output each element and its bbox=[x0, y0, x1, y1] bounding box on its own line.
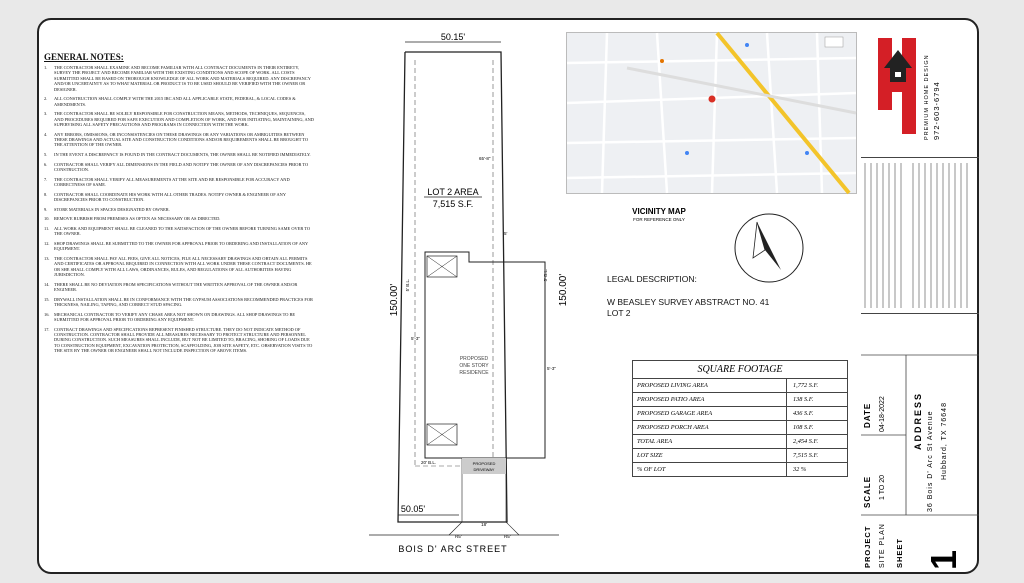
radius-right: R5' bbox=[504, 534, 511, 539]
side-gap-top: 5' bbox=[504, 231, 508, 236]
note-number: 8. bbox=[44, 191, 48, 197]
front-bl: 20' B.L. bbox=[421, 460, 437, 465]
street-name: BOIS D' ARC STREET bbox=[398, 544, 508, 554]
note-item bbox=[44, 226, 314, 237]
notes-list bbox=[44, 65, 314, 354]
note-item bbox=[44, 216, 314, 221]
sheet-number: 1 bbox=[923, 549, 964, 570]
sqft-row bbox=[633, 393, 847, 407]
note-item bbox=[44, 207, 314, 212]
note-text: THE CONTRACTOR SHALL BE SOLELY RESPONSIBLE FOR CONSTRUCTION MEANS, METHODS, TECHNIQUES, SEQUENCES, AND PROCEDURES REQUIRED FOR SAFE EXECUTION AND COMPLETION OF WORK, AND FOR INITIATING, MAINTAINING, AND SUPERVISING ALL SAFETY PRECAUTIONS AND PROGRAMS IN CONNECTION WITH THE WORK. bbox=[54, 111, 314, 128]
title-block bbox=[861, 350, 979, 572]
driveway-label-1: PROPOSED bbox=[472, 461, 496, 466]
residence-label-1: PROPOSED bbox=[459, 356, 489, 362]
note-text: CONTRACT DRAWINGS AND SPECIFICATIONS REPRESENT FINISHED STRUCTURE. THEY DO NOT INDICATE METHOD OF CONSTRUCTION. CONTRACTOR SHALL PROVIDE ALL MEASURES NECESSARY TO PROTECT STRUCTURE AND PERSONNEL DURING CONSTRUCTION. SUCH MEASURES SHALL INCLUDE, BUT NOT BE LIMITED TO, BRACING, SHORING OF LOADS DUE TO CONSTRUCTION EQUIPMENT, EXCAVATION PROTECTION, SCAFFOLDING, JOB SITE SAFETY, ETC. OBSERVATION VISITS TO THE SITE BY THE OWNER OR ENGINEER SHALL NOT INCLUDE INSPECTION OF ABOVE ITEMS. bbox=[54, 326, 313, 354]
note-item bbox=[44, 327, 314, 354]
sqft-label: PROPOSED PATIO AREA bbox=[633, 393, 787, 406]
sqft-label: % OF LOT bbox=[633, 463, 787, 476]
vicinity-map-subtitle: FOR REFERENCE ONLY bbox=[633, 217, 685, 222]
note-number: 7. bbox=[44, 176, 48, 182]
sqft-value: 108 S.F. bbox=[793, 424, 814, 431]
note-text: THE CONTRACTOR SHALL VERIFY ALL MEASUREMENTS AT THE SITE AND BE RESPONSIBLE FOR ACCURACY AND CORRECTNESS OF SAME. bbox=[54, 176, 290, 188]
sqft-row bbox=[633, 407, 847, 421]
note-text: DRYWALL INSTALLATION SHALL BE IN CONFORMANCE WITH THE GYPSUM ASSOCIATIONS RECOMMENDED PRACTICES FOR THICKNESS, NAILING, TAPING, AND CORRECT STUD SPACING. bbox=[54, 296, 313, 308]
sqft-row bbox=[633, 449, 847, 463]
note-number: 2. bbox=[44, 96, 48, 102]
brand-vertical bbox=[922, 28, 948, 148]
legal-description bbox=[607, 274, 769, 319]
note-item bbox=[44, 192, 314, 203]
square-footage-table bbox=[632, 360, 848, 477]
note-item bbox=[44, 96, 314, 107]
note-item bbox=[44, 282, 314, 293]
sqft-value: 436 S.F. bbox=[793, 410, 814, 417]
note-item bbox=[44, 312, 314, 323]
sqft-value: 7,515 S.F. bbox=[793, 452, 819, 459]
left-gap: 5'-3" bbox=[411, 336, 420, 341]
sqft-value: 138 S.F. bbox=[793, 396, 814, 403]
note-number: 12. bbox=[44, 240, 50, 246]
drawing-sheet bbox=[37, 18, 979, 574]
residence-label-2: ONE STORY bbox=[459, 363, 489, 369]
sheet-label: SHEET bbox=[895, 537, 904, 568]
brand-phone: 972-603-6794 bbox=[932, 81, 941, 140]
note-number: 4. bbox=[44, 131, 48, 137]
note-item bbox=[44, 297, 314, 308]
driveway-label-2: DRIVEWAY bbox=[473, 467, 495, 472]
residence-label-3: RESIDENCE bbox=[459, 370, 489, 376]
note-text: STORE MATERIALS IN SPACES DESIGNATED BY OWNER. bbox=[54, 206, 170, 212]
sqft-label: PROPOSED PORCH AREA bbox=[633, 421, 787, 434]
right-dim-text: 150.00' bbox=[558, 273, 569, 307]
poi-icon-2 bbox=[745, 43, 749, 47]
sqft-label: TOTAL AREA bbox=[633, 435, 787, 448]
lot-boundary bbox=[398, 52, 507, 522]
note-item bbox=[44, 65, 314, 92]
note-text: MECHANICAL CONTRACTOR TO VERIFY ANY CHASE AREA NOT SHOWN ON DRAWINGS. ALL SHOP DRAWINGS TO BE SUBMITTED FOR APPROVAL PRIOR TO ORDERING ANY EQUIPMENT. bbox=[54, 311, 296, 323]
legal-title: LEGAL DESCRIPTION: bbox=[607, 274, 697, 284]
note-number: 10. bbox=[44, 216, 50, 222]
lot-area: 7,515 S.F. bbox=[432, 199, 474, 209]
note-number: 5. bbox=[44, 152, 48, 158]
scale-value: 1 TO 20 bbox=[879, 474, 886, 500]
poi-icon-3 bbox=[685, 151, 689, 155]
address-line-1: 36 Bois D' Arc St Avenue bbox=[927, 410, 934, 512]
note-number: 11. bbox=[44, 225, 50, 231]
note-item bbox=[44, 256, 314, 278]
left-dim-text: 150.00' bbox=[389, 283, 400, 317]
note-text: THE CONTRACTOR SHALL EXAMINE AND BECOME FAMILIAR WITH ALL CONTRACT DOCUMENTS IN THEIR ENTIRETY, SURVEY THE PROJECT AND BECOME FAMILIAR WITH THE EXISTING CONDITIONS AND SCOPE OF WORK. ALL COSTS SUBMITTED SHALL BE BASED ON THOROUGH KNOWLEDGE OF ALL WORK AND MATERIALS REQUIRED. ANY DISCREPANCY AND/OR UNCERTAINTY AS TO WHAT MATERIAL OR PRODUCT IS TO BE USED SHOULD BE VERIFIED WITH THE OWNER OR DESIGNER. bbox=[54, 65, 311, 92]
note-item bbox=[44, 152, 314, 157]
note-item bbox=[44, 162, 314, 173]
top-dim-text: 50.15' bbox=[440, 32, 466, 42]
sqft-label: PROPOSED LIVING AREA bbox=[633, 379, 787, 392]
note-text: CONTRACTOR SHALL COORDINATE HIS WORK WITH ALL OTHER TRADES. NOTIFY OWNER & ENGINEER OF ANY DISCREPANCIES PRIOR TO CONSTRUCTION. bbox=[54, 191, 286, 203]
poi-icon-1 bbox=[660, 59, 664, 63]
sqft-rows bbox=[633, 379, 847, 476]
residence-footprint bbox=[425, 252, 545, 458]
note-text: REMOVE RUBBISH FROM PREMISES AS OFTEN AS NECESSARY OR AS DIRECTED. bbox=[54, 216, 221, 222]
note-number: 6. bbox=[44, 161, 48, 167]
note-number: 3. bbox=[44, 111, 48, 117]
notes-heading: GENERAL NOTES: bbox=[44, 52, 124, 62]
note-text: ANY ERRORS, OMISSIONS, OR INCONSISTENCIES ON THESE DRAWINGS OR ANY VARIATIONS OR AMBIGUITIES BETWEEN THESE DRAWINGS AND ACTUAL SITE AND CONSTRUCTION CONDITIONS AND/OR REQUIREMENTS SHALL BE BROUGHT TO THE ATTENTION OF THE OWNER. bbox=[54, 131, 309, 148]
note-text: CONTRACTOR SHALL VERIFY ALL DIMENSIONS IN THE FIELD AND NOTIFY THE OWNER OF ANY DISCREPANCIES PRIOR TO CONSTRUCTION. bbox=[54, 161, 309, 173]
vicinity-map-image bbox=[566, 32, 857, 194]
note-text: SHOP DRAWINGS SHALL BE SUBMITTED TO THE OWNER FOR APPROVAL PRIOR TO ORDERING AND INSTALLATION OF ANY EQUIPMENT. bbox=[54, 240, 309, 252]
rear-setback: 65'-8" bbox=[479, 156, 491, 161]
sqft-title: SQUARE FOOTAGE bbox=[633, 361, 847, 379]
sqft-label: PROPOSED GARAGE AREA bbox=[633, 407, 787, 420]
poi-icon-4 bbox=[805, 151, 809, 155]
note-number: 13. bbox=[44, 255, 50, 261]
note-text: ALL CONSTRUCTION SHALL COMPLY WITH THE 2015 IRC AND ALL APPLICABLE STATE, FEDERAL, & LOCAL CODES & AMENDMENTS. bbox=[54, 96, 296, 107]
copyright-disclaimer bbox=[861, 157, 979, 314]
note-item bbox=[44, 132, 314, 148]
sqft-value: 1,772 S.F. bbox=[793, 382, 819, 389]
radius-left: R5' bbox=[455, 534, 462, 539]
brand-name: PREMIUM HOME DESIGN bbox=[924, 54, 930, 140]
project-label: PROJECT bbox=[863, 525, 872, 568]
note-item bbox=[44, 111, 314, 127]
bottom-dim-text: 50.05' bbox=[400, 504, 426, 514]
note-item bbox=[44, 177, 314, 188]
note-text: THE CONTRACTOR SHALL PAY ALL FEES, GIVE ALL NOTICES, FILE ALL NECESSARY DRAWINGS AND OBTAIN ALL PERMITS AND CERTIFICATES OR APPROVAL REQUIRED IN CONNECTION WITH ALL WORK UNDER THESE CONTRACT DOCUMENTS. HE OR SHE SHALL COMPLY WITH ALL LAWS, ORDINANCES, RULES, AND REGULATIONS OF ALL AUTHORITIES HAVING JURISDICTION. bbox=[54, 255, 312, 278]
note-number: 14. bbox=[44, 281, 50, 287]
sqft-value: 32 % bbox=[793, 466, 807, 473]
date-label: DATE bbox=[863, 402, 872, 428]
company-logo bbox=[874, 28, 922, 146]
note-number: 1. bbox=[44, 65, 48, 70]
sqft-row bbox=[633, 421, 847, 435]
note-number: 15. bbox=[44, 296, 50, 302]
map-pin-icon bbox=[709, 96, 716, 103]
disclaimer-lines bbox=[861, 158, 979, 313]
lot-title: LOT 2 AREA bbox=[427, 187, 479, 197]
sqft-row bbox=[633, 435, 847, 449]
right-setback-label: 5' B.L. bbox=[543, 268, 548, 282]
legal-line-1: W BEASLEY SURVEY ABSTRACT NO. 41 bbox=[607, 297, 770, 307]
note-text: THERE SHALL BE NO DEVIATION FROM SPECIFICATIONS WITHOUT THE WRITTEN APPROVAL OF THE OWNER AND/OR ENGINEER. bbox=[54, 281, 298, 293]
general-notes bbox=[44, 52, 314, 358]
left-setback-label: 5' B.L. bbox=[405, 278, 410, 292]
note-number: 9. bbox=[44, 206, 48, 212]
map-fullscreen-control bbox=[825, 37, 843, 47]
vicinity-map-title: VICINITY MAP bbox=[632, 207, 686, 216]
map-graphic bbox=[567, 33, 856, 193]
address-label: ADDRESS bbox=[913, 391, 923, 450]
site-plan bbox=[329, 30, 569, 570]
sqft-value: 2,454 S.F. bbox=[793, 438, 819, 445]
approach-dim: 18' bbox=[481, 522, 487, 527]
note-item bbox=[44, 241, 314, 252]
note-number: 17. bbox=[44, 326, 50, 332]
legal-line-2: LOT 2 bbox=[607, 308, 631, 318]
note-number: 16. bbox=[44, 311, 50, 317]
scale-label: SCALE bbox=[863, 475, 872, 508]
sqft-label: LOT SIZE bbox=[633, 449, 787, 462]
sqft-row bbox=[633, 379, 847, 393]
address-line-2: Hubbard, TX 76648 bbox=[941, 402, 948, 480]
note-text: IN THE EVENT A DISCREPANCY IS FOUND IN THE CONTRACT DOCUMENTS, THE OWNER SHALL BE NOTIFIED IMMEDIATELY. bbox=[54, 152, 311, 158]
date-value: 04-18-2022 bbox=[879, 396, 886, 432]
note-text: ALL WORK AND EQUIPMENT SHALL BE CLEANED TO THE SATISFACTION OF THE OWNER BEFORE TURNING SAME OVER TO THE OWNER. bbox=[54, 225, 311, 237]
sqft-row bbox=[633, 463, 847, 476]
project-value: SITE PLAN bbox=[879, 523, 886, 568]
main-road bbox=[717, 33, 849, 193]
right-gap: 5'-3" bbox=[547, 366, 556, 371]
